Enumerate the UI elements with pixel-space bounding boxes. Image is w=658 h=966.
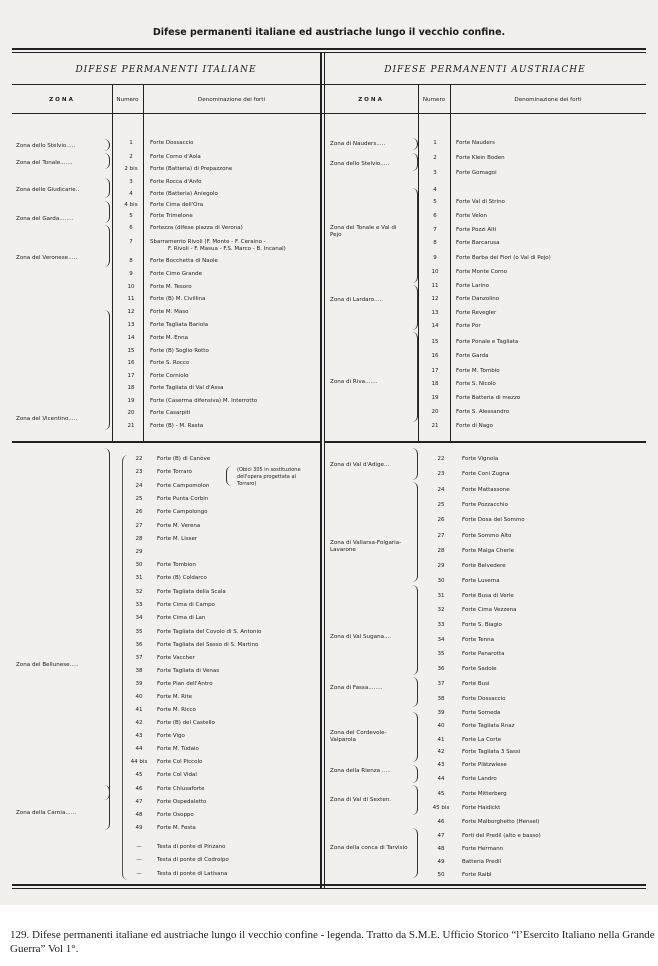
at-row-name: Forte Luserna	[462, 578, 500, 584]
page-title: Difese permanenti italiane ed austriache lungo il vecchio confine.	[152, 27, 506, 38]
it-row-name: Forte M. Tesoro	[150, 284, 192, 290]
rule-mid-right	[324, 441, 646, 443]
it-row-number: 24	[135, 483, 143, 489]
it-section-heading: DIFESE PERMANENTI ITALIANE	[75, 65, 257, 75]
at-zone-brace	[412, 482, 418, 582]
at-row-number: 29	[437, 563, 445, 569]
it-row-number: 7	[129, 239, 133, 245]
at-row-number: 42	[437, 749, 445, 755]
at-row-name: Forte La Corte	[462, 737, 502, 743]
it-row-name: F. Rivoli - F. Masua - F.S. Marco - B. Incanal)	[168, 246, 286, 252]
it-row-number: 49	[135, 825, 143, 831]
at-row-name: Forte Coni Zugna	[462, 471, 510, 477]
at-row-number: 41	[437, 737, 445, 743]
at-row-number: 1	[433, 140, 437, 146]
col-sep-it-numero-right	[143, 85, 144, 441]
it-row-number: 12	[127, 309, 135, 315]
it-row-name: Forte Cimo Grande	[150, 271, 202, 277]
at-row-name: Forte Tenna	[462, 637, 495, 643]
it-row-name: Forte Chiusaforte	[157, 786, 205, 792]
at-row-name: Forte di Nago	[456, 423, 493, 429]
it-row-name: Forte S. Rocco	[150, 360, 190, 366]
at-zone-label: Zona dello Stelvio.....	[330, 161, 390, 167]
at-row-number: 47	[437, 833, 445, 839]
it-row-number: 9	[129, 271, 133, 277]
at-row-number: 48	[437, 846, 445, 852]
at-row-number: 34	[437, 637, 445, 643]
it-note-line: (Obici 305 in sostituzione	[237, 467, 301, 473]
at-row-number: 9	[433, 255, 437, 261]
at-zone-label: Zona di Val d'Adige...	[330, 462, 390, 468]
it-row-number: 1	[129, 140, 133, 146]
it-row-name: Forte Tagliata del Sasso di S. Martino	[157, 642, 259, 648]
at-row-name: Forte Belvedere	[462, 563, 506, 569]
it-row-name: Forte (B) Soglio Rotto	[150, 348, 209, 354]
at-zone-brace	[412, 332, 418, 422]
it-row-name: Forte Col Vidal	[157, 772, 197, 778]
it-row-name: Testa di ponte di Latisana	[157, 871, 228, 877]
it-row-number: 39	[135, 681, 143, 687]
it-row-name: Forte Campolongo	[157, 509, 208, 515]
at-row-name: Forte Tagliata 3 Sassi	[462, 749, 521, 755]
it-row-number: 46	[135, 786, 143, 792]
it-row-name: Fortezza (difese piazza di Verona)	[150, 225, 243, 231]
it-row-number: 28	[135, 536, 143, 542]
at-zone-brace	[412, 712, 418, 762]
at-row-number: 12	[431, 296, 439, 302]
it-row-number: 8	[129, 258, 133, 264]
at-row-name: Forte Malborghetto (Hensel)	[462, 819, 540, 825]
at-zone-brace	[412, 785, 418, 815]
it-row-number: 38	[135, 668, 143, 674]
at-row-name: Forte Danzolino	[456, 296, 500, 302]
at-row-name: Forte Plätzwiese	[462, 762, 507, 768]
it-row-name: Sbarramento Rivoli (F. Monte - F. Ceraino -	[150, 239, 266, 245]
at-row-number: 31	[437, 593, 445, 599]
it-row-name: Forte M. Maso	[150, 309, 189, 315]
it-row-name: Forte (B) M. Civillina	[150, 296, 206, 302]
at-row-name: Forte S. Biagio	[462, 622, 502, 628]
at-row-name: Forte Sadole	[462, 666, 497, 672]
it-row-number: 18	[127, 385, 135, 391]
col-sep-center	[320, 52, 322, 888]
it-zone-label: Zona della Carnia......	[16, 810, 77, 816]
it-row-number: 33	[135, 602, 143, 608]
at-row-name: Forte Sommo Alto	[462, 533, 512, 539]
it-row-name: Forte M. Verena	[157, 523, 201, 529]
at-row-number: 26	[437, 517, 445, 523]
col-sep-it-numero-left	[112, 85, 113, 441]
at-row-number: 2	[433, 155, 437, 161]
it-row-name: Forte Corniolo	[150, 373, 189, 379]
it-row-number: —	[136, 857, 142, 863]
it-row-number: 44	[135, 746, 143, 752]
at-zone-label: Zona del Tonale e Val di Pejo	[330, 225, 397, 238]
at-zone-label: Zona di Nauders.....	[330, 141, 386, 147]
it-row-number: 14	[127, 335, 135, 341]
it-row-number: 30	[135, 562, 143, 568]
at-row-number: 45 bis	[432, 805, 450, 811]
at-row-number: 36	[437, 666, 445, 672]
it-row-number: 47	[135, 799, 143, 805]
it-row-number: 11	[127, 296, 135, 302]
rule-under-headers	[12, 113, 646, 114]
it-row-number: 23	[135, 469, 143, 475]
at-zone-label: Zona di Val di Sexten.	[330, 797, 392, 803]
at-row-name: Forte Landro	[462, 776, 497, 782]
it-zone-brace	[104, 139, 110, 151]
at-row-number: 33	[437, 622, 445, 628]
it-row-name: Forte Col Piccolo	[157, 759, 203, 765]
figure-caption: 129. Difese permanenti italiane ed austriache lungo il vecchio confine - legenda. Tratto da S.M.E. Ufficio Storico “l’Esercito Italiano nella Grande Guerra” Vol 1°.	[10, 929, 655, 956]
it-row-number: 17	[127, 373, 135, 379]
at-row-name: Forte Busa di Verle	[462, 593, 514, 599]
it-zone-brace	[104, 178, 110, 198]
rule-top-2	[12, 52, 646, 53]
rule-bottom	[12, 884, 646, 886]
it-row-number: 4	[129, 191, 133, 197]
at-zone-brace	[412, 585, 418, 675]
it-zone-brace	[104, 153, 110, 169]
at-row-name: Forte S. Alessandro	[456, 409, 510, 415]
it-note-brace	[226, 466, 233, 486]
at-zone-brace	[412, 828, 418, 878]
rule-mid-left	[12, 441, 320, 443]
at-row-number: 20	[431, 409, 439, 415]
it-row-name: Forte Trimelone	[150, 213, 193, 219]
at-row-number: 27	[437, 533, 445, 539]
at-row-name: Forte Ponale e Tagliata	[456, 339, 519, 345]
it-row-number: 44 bis	[130, 759, 148, 765]
it-row-name: Forte (B) Coldarco	[157, 575, 207, 581]
col-sep-at-numero-right	[450, 85, 451, 441]
at-row-number: 21	[431, 423, 439, 429]
it-row-name: Forte M. Ricco	[157, 707, 196, 713]
it-zone-label: Zona dello Stelvio.....	[16, 143, 76, 149]
it-row-name: Forte (Caserma difensiva) M. Interrotto	[150, 398, 258, 404]
at-row-number: 19	[431, 395, 439, 401]
it-zone-brace	[104, 310, 110, 430]
it-row-number: —	[136, 844, 142, 850]
at-row-number: 15	[431, 339, 439, 345]
at-col-denominazione: Denominazione dei forti	[514, 97, 582, 103]
it-row-name: Testa di ponte di Pinzano	[157, 844, 226, 850]
it-row-number: —	[136, 871, 142, 877]
at-row-name: Forte Panarotta	[462, 651, 505, 657]
at-zone-label: Zona della conca di Tarvisio	[330, 845, 408, 851]
it-zone-label: Zona del Bellunese.....	[16, 662, 79, 668]
at-row-number: 17	[431, 368, 439, 374]
it-row-name: Forte M. Festa	[157, 825, 196, 831]
col-sep-center-2	[324, 52, 325, 888]
it-row-number: 36	[135, 642, 143, 648]
at-row-name: Forte Dossaccio	[462, 696, 506, 702]
at-row-name: Forte Haidickt	[462, 805, 501, 811]
it-row-number: 21	[127, 423, 135, 429]
at-row-number: 8	[433, 240, 437, 246]
at-row-name: Forte M. Tombio	[456, 368, 500, 374]
it-row-name: Forte Campomolon	[157, 483, 210, 489]
it-row-name: Forte (B) - M. Rasta	[150, 423, 204, 429]
it-row-number: 34	[135, 615, 143, 621]
it-zone-brace	[104, 785, 110, 830]
at-row-name: Forte Revegler	[456, 310, 497, 316]
it-row-number: 32	[135, 589, 143, 595]
it-row-number: 6	[129, 225, 133, 231]
at-row-number: 13	[431, 310, 439, 316]
at-section-heading: DIFESE PERMANENTI AUSTRIACHE	[384, 65, 586, 75]
it-row-name: Forte Tombion	[157, 562, 196, 568]
it-row-name: Forte Tagliata di Venas	[157, 668, 220, 674]
it-row-name: Forte Vaccher	[157, 655, 195, 661]
at-row-number: 28	[437, 548, 445, 554]
it-col-numero: Numero	[116, 97, 139, 103]
at-row-number: 46	[437, 819, 445, 825]
it-row-number: 3	[129, 179, 133, 185]
it-row-name: Forte M. Rite	[157, 694, 193, 700]
at-row-number: 25	[437, 502, 445, 508]
it-row-name: Forte Tagliata del Covolo di S. Antonio	[157, 629, 262, 635]
at-row-number: 16	[431, 353, 439, 359]
it-row-number: 29	[135, 549, 143, 555]
at-row-name: Forte Monte Corno	[456, 269, 507, 275]
it-row-number: 42	[135, 720, 143, 726]
it-zone-brace	[104, 201, 110, 223]
at-row-name: Forte Tagliata Rnaz	[462, 723, 515, 729]
at-row-number: 14	[431, 323, 439, 329]
at-row-number: 43	[437, 762, 445, 768]
at-zone-label: Zona di Fassa........	[330, 685, 383, 691]
it-row-number: 20	[127, 410, 135, 416]
it-row-name: Forte (B) di Canòve	[157, 456, 211, 462]
at-zone-brace	[412, 677, 418, 707]
it-note-line: dell'opera progettata al	[237, 474, 296, 480]
at-row-name: Forte Pozzi Alti	[456, 227, 497, 233]
it-row-name: Forte (Batteria) di Prepazzone	[150, 166, 233, 172]
it-row-number: 45	[135, 772, 143, 778]
it-row-number: 19	[127, 398, 135, 404]
it-row-name: Forte (B) del Castello	[157, 720, 215, 726]
at-row-name: Forte Vignola	[462, 456, 499, 462]
at-zone-brace	[412, 285, 418, 330]
at-row-name: Forte Por	[456, 323, 481, 329]
at-row-name: Forte Raibl	[462, 872, 492, 878]
it-col-zona: ZONA	[49, 97, 75, 103]
it-row-number: 2	[129, 154, 133, 160]
at-zone-label: Zona del Cordevole-Valparola	[330, 730, 387, 743]
it-col-denominazione: Denominazione dei forti	[197, 97, 266, 103]
at-row-number: 18	[431, 381, 439, 387]
it-row-number: 15	[127, 348, 135, 354]
at-row-name: Forte Mitterberg	[462, 791, 507, 797]
it-row-name: Forte Tagliata di Val d'Assa	[150, 385, 224, 391]
at-row-number: 5	[433, 199, 437, 205]
it-row-number: 22	[135, 456, 143, 462]
it-row-name: Forte M. Lisser	[157, 536, 198, 542]
at-zone-label: Zona di Vallarsa-Folgaria-Lavarone	[330, 540, 402, 553]
at-zone-brace	[412, 765, 418, 783]
at-row-number: 45	[437, 791, 445, 797]
at-row-name: Batteria Predil	[462, 859, 502, 865]
at-col-zona: ZONA	[358, 97, 384, 103]
at-row-number: 24	[437, 487, 445, 493]
at-zone-label: Zona della Rienza .....	[330, 768, 391, 774]
it-zone-brace	[104, 225, 110, 267]
at-row-name: Forte Velon	[456, 213, 487, 219]
at-row-name: Forte Someda	[462, 710, 501, 716]
it-zone-label: Zona delle Giudicarie..	[16, 187, 80, 193]
at-row-number: 3	[433, 170, 437, 176]
it-row-name: Forte Cima dell'Ora	[150, 202, 204, 208]
it-zone-label: Zona del Veronese.....	[16, 255, 77, 261]
it-row-name: Forte Torraro	[157, 469, 192, 475]
it-row-number: 13	[127, 322, 135, 328]
at-row-name: Forte Hermann	[462, 846, 504, 852]
it-note-line: Torraro)	[237, 481, 257, 487]
rule-bottom-2	[12, 888, 646, 889]
at-row-number: 32	[437, 607, 445, 613]
at-row-name: Forte Mattassone	[462, 487, 510, 493]
at-row-number: 23	[437, 471, 445, 477]
at-zone-brace	[412, 188, 418, 283]
it-row-number: 4 bis	[124, 202, 138, 208]
it-row-number: 25	[135, 496, 143, 502]
it-row-number: 16	[127, 360, 135, 366]
at-row-name: Forte Nauders	[456, 140, 495, 146]
it-zone-brace	[104, 448, 110, 800]
at-row-number: 49	[437, 859, 445, 865]
at-row-name: Forte Pozzacchio	[462, 502, 508, 508]
at-row-number: 38	[437, 696, 445, 702]
it-row-number: 40	[135, 694, 143, 700]
at-col-numero: Numero	[422, 97, 446, 103]
at-zone-label: Zona di Val Sugana....	[330, 634, 392, 640]
at-row-number: 10	[431, 269, 439, 275]
at-zone-label: Zona di Lardaro.....	[330, 297, 384, 303]
it-row-name: Forte Vigo	[157, 733, 185, 739]
at-row-number: 4	[433, 187, 437, 193]
it-row-name: Forte Tagliata della Scala	[157, 589, 226, 595]
at-row-name: Forte Dosa del Sommo	[462, 517, 525, 523]
it-row-number: 31	[135, 575, 143, 581]
at-row-number: 37	[437, 681, 445, 687]
it-row-name: Forte Corno d'Aola	[150, 154, 201, 160]
at-row-name: Forte Garda	[456, 353, 489, 359]
at-row-name: Forte S. Nicolò	[456, 381, 496, 387]
it-row-name: Forte Punta Corbin	[157, 496, 209, 502]
it-row-number: 35	[135, 629, 143, 635]
it-row-number: 27	[135, 523, 143, 529]
it-row-name: Forte M. Enna	[150, 335, 188, 341]
it-row-number: 48	[135, 812, 143, 818]
it-row-name: Forte Osoppo	[157, 812, 194, 818]
at-row-number: 39	[437, 710, 445, 716]
it-zone-label: Zona del Vicentino.....	[16, 416, 78, 422]
at-row-name: Forte Cima Vezzena	[462, 607, 517, 613]
it-row-name: Forte (Batteria) Aniegolo	[150, 191, 218, 197]
it-row-name: Forte Pian dell'Antro	[157, 681, 213, 687]
at-row-name: Forte Busi	[462, 681, 490, 687]
it-row-number: 10	[127, 284, 135, 290]
it-row-name: Forte Dossaccio	[150, 140, 194, 146]
at-row-number: 7	[433, 227, 437, 233]
at-row-name: Forte Barcarusa	[456, 240, 500, 246]
it-row-name: Forte Cima di Lan	[157, 615, 206, 621]
at-row-name: Forte Val di Strino	[456, 199, 505, 205]
it-row-number: 26	[135, 509, 143, 515]
at-row-number: 11	[431, 283, 439, 289]
at-row-number: 35	[437, 651, 445, 657]
at-row-name: Forte Gomagoi	[456, 170, 497, 176]
at-row-name: Forte Batteria di mezzo	[456, 395, 521, 401]
it-row-number: 41	[135, 707, 143, 713]
rule-top	[12, 48, 646, 50]
at-row-number: 40	[437, 723, 445, 729]
it-row-name: Forte Cima di Campo	[157, 602, 215, 608]
it-row-name: Forte Tagliata Bariola	[150, 322, 209, 328]
at-zone-label: Zona di Riva.......	[330, 379, 378, 385]
it-row-number: 2 bis	[124, 166, 138, 172]
it-row-name: Forte M. Tudaio	[157, 746, 199, 752]
at-row-number: 22	[437, 456, 445, 462]
at-row-name: Forte Klein Boden	[456, 155, 505, 161]
it-zone-label: Zona del Tonale.......	[16, 160, 73, 166]
it-zone-label: Zona del Garda........	[16, 216, 74, 222]
at-row-number: 6	[433, 213, 437, 219]
it-row-name: Forte Casarpiti	[150, 410, 191, 416]
at-row-name: Forte Barba dei Fiori (o Val di Pejo)	[456, 255, 551, 261]
it-row-number: 37	[135, 655, 143, 661]
at-row-number: 50	[437, 872, 445, 878]
it-row-name: Forte Rocca d'Anfo	[150, 179, 202, 185]
it-row-number: 5	[129, 213, 133, 219]
at-row-number: 30	[437, 578, 445, 584]
at-zone-brace	[412, 448, 418, 480]
at-row-name: Forte Larino	[456, 283, 489, 289]
at-row-name: Forte Malga Cherle	[462, 548, 515, 554]
it-row-number: 43	[135, 733, 143, 739]
it-row-name: Forte Ospedaletto	[157, 799, 207, 805]
it-row-name: Testa di ponte di Codroipo	[157, 857, 229, 863]
rule-under-sections	[12, 84, 646, 85]
at-row-number: 44	[437, 776, 445, 782]
at-row-name: Forti del Predil (alto e basso)	[462, 833, 541, 839]
col-sep-at-numero-left	[418, 85, 419, 441]
it-row-name: Forte Bocchetta di Naole	[150, 258, 218, 264]
